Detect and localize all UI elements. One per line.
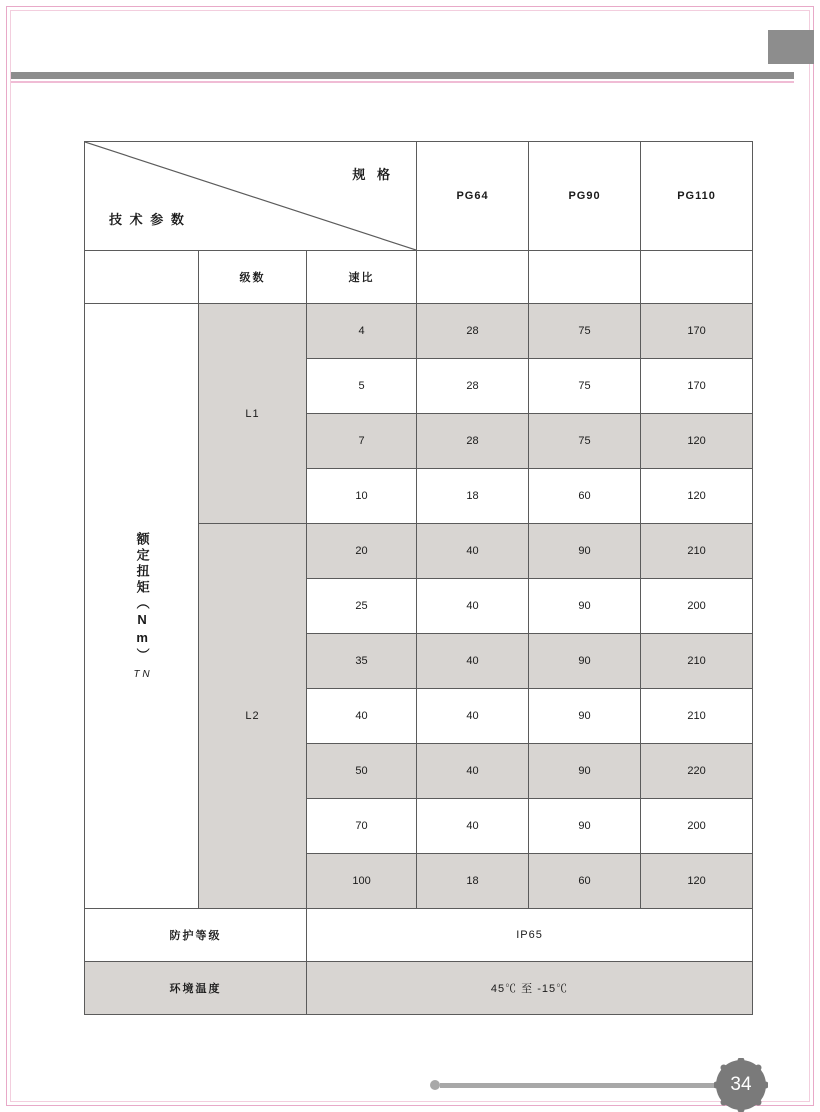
- corner-header-cell: [85, 142, 417, 251]
- value-cell-pg110: 210: [641, 524, 753, 579]
- ratio-cell: 70: [307, 799, 417, 854]
- value-cell-pg90: 90: [529, 579, 641, 634]
- value-cell-pg110: 220: [641, 744, 753, 799]
- table-header-row: [85, 142, 753, 251]
- value-cell-pg110: 170: [641, 359, 753, 414]
- ratio-cell: 7: [307, 414, 417, 469]
- ratio-cell: 10: [307, 469, 417, 524]
- value-cell-pg64: 40: [417, 689, 529, 744]
- value-cell-pg90: 60: [529, 469, 641, 524]
- value-cell-pg110: 200: [641, 579, 753, 634]
- value-cell-pg64: 18: [417, 854, 529, 909]
- subheader-stage: 级数: [199, 251, 307, 304]
- spec-axis-label: 规 格: [352, 167, 395, 182]
- value-cell-pg90: 75: [529, 304, 641, 359]
- table-row: [85, 304, 753, 359]
- value-cell-pg110: 200: [641, 799, 753, 854]
- column-header-pg110: PG110: [641, 142, 753, 251]
- value-cell-pg64: 28: [417, 414, 529, 469]
- table-row-protection-rating: [85, 909, 753, 962]
- column-header-pg90: PG90: [529, 142, 641, 251]
- header-rule: [11, 72, 794, 79]
- value-cell-pg110: 210: [641, 634, 753, 689]
- parameter-axis-label: 技 术 参 数: [109, 212, 186, 227]
- table-subheader-row: [85, 251, 753, 304]
- rated-torque-symbol: T N: [133, 669, 150, 680]
- value-cell-pg64: 40: [417, 634, 529, 689]
- page-number-badge: 34: [718, 1062, 764, 1108]
- value-cell-pg90: 75: [529, 414, 641, 469]
- ambient-temperature-value: 45℃ 至 -15℃: [307, 962, 753, 1015]
- ratio-cell: 20: [307, 524, 417, 579]
- value-cell-pg90: 90: [529, 634, 641, 689]
- subheader-spacer-1: [417, 251, 529, 304]
- spec-table: [84, 141, 753, 1015]
- ratio-cell: 25: [307, 579, 417, 634]
- protection-rating-label: 防护等级: [85, 909, 307, 962]
- value-cell-pg64: 18: [417, 469, 529, 524]
- protection-rating-value: IP65: [307, 909, 753, 962]
- value-cell-pg90: 90: [529, 799, 641, 854]
- value-cell-pg90: 90: [529, 524, 641, 579]
- subheader-spacer-2: [529, 251, 641, 304]
- header-tab-block: [768, 30, 814, 64]
- value-cell-pg64: 28: [417, 304, 529, 359]
- value-cell-pg110: 120: [641, 414, 753, 469]
- subheader-spacer-3: [641, 251, 753, 304]
- diagonal-divider-icon: [85, 142, 416, 250]
- ratio-cell: 4: [307, 304, 417, 359]
- value-cell-pg110: 210: [641, 689, 753, 744]
- value-cell-pg64: 40: [417, 744, 529, 799]
- ratio-cell: 35: [307, 634, 417, 689]
- value-cell-pg110: 120: [641, 469, 753, 524]
- stage-cell-l1: L1: [199, 304, 307, 524]
- value-cell-pg110: 120: [641, 854, 753, 909]
- ambient-temperature-label: 环境温度: [85, 962, 307, 1015]
- ratio-cell: 50: [307, 744, 417, 799]
- value-cell-pg90: 75: [529, 359, 641, 414]
- value-cell-pg110: 170: [641, 304, 753, 359]
- value-cell-pg64: 40: [417, 579, 529, 634]
- stage-cell-l2: L2: [199, 524, 307, 909]
- value-cell-pg64: 40: [417, 799, 529, 854]
- value-cell-pg90: 90: [529, 689, 641, 744]
- ratio-cell: 100: [307, 854, 417, 909]
- rated-torque-label-cell: [85, 304, 199, 909]
- ratio-cell: 5: [307, 359, 417, 414]
- subheader-blank-cell: [85, 251, 199, 304]
- ratio-cell: 40: [307, 689, 417, 744]
- spec-table-wrapper: [84, 141, 752, 1015]
- rated-torque-label: 额定扭矩（Nm）: [134, 532, 150, 664]
- header-rule-accent: [11, 81, 794, 83]
- value-cell-pg90: 90: [529, 744, 641, 799]
- value-cell-pg90: 60: [529, 854, 641, 909]
- subheader-ratio: 速比: [307, 251, 417, 304]
- value-cell-pg64: 40: [417, 524, 529, 579]
- footer-dot-decoration: [430, 1080, 440, 1090]
- table-row-ambient-temperature: [85, 962, 753, 1015]
- value-cell-pg64: 28: [417, 359, 529, 414]
- footer-rule: [440, 1083, 722, 1088]
- column-header-pg64: PG64: [417, 142, 529, 251]
